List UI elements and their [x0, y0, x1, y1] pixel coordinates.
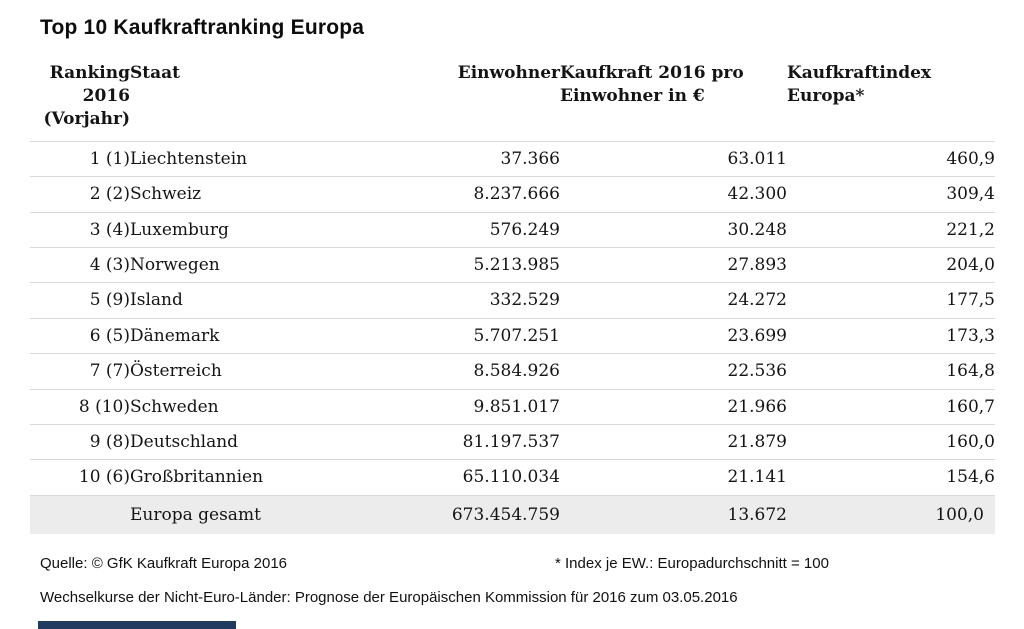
cell-kaufkraft: 42.300: [727, 184, 787, 205]
column-header-index: Kaufkraftindex Europa*: [787, 63, 932, 106]
cell-kaufkraft: 23.699: [727, 325, 787, 346]
cell-ranking: 9 (8): [89, 431, 130, 452]
cell-staat: Liechtenstein: [130, 148, 248, 169]
table-row: [30, 354, 995, 389]
index-note: * Index je EW.: Europadurchschnitt = 100: [555, 555, 829, 572]
table-row: [30, 247, 995, 282]
table-row: [30, 212, 995, 247]
cell-index: 309,4: [946, 184, 995, 205]
cell-kaufkraft: 21.141: [727, 467, 787, 488]
cell-index: 460,9: [946, 148, 995, 169]
cell-staat: Island: [130, 290, 183, 311]
cell-ranking: 8 (10): [78, 396, 130, 417]
exchange-note: Wechselkurse der Nicht-Euro-Länder: Prognose der Europäischen Kommission für 2016 zum 03.05.2016: [40, 589, 738, 606]
accent-bar: [38, 621, 236, 629]
source-note: Quelle: © GfK Kaufkraft Europa 2016: [40, 555, 288, 572]
cell-einwohner: 673.454.759: [451, 504, 560, 525]
cell-einwohner: 5.707.251: [473, 325, 560, 346]
cell-einwohner: 65.110.034: [462, 467, 560, 488]
cell-kaufkraft: 21.966: [727, 396, 787, 417]
cell-ranking: 6 (5): [89, 325, 130, 346]
cell-ranking: 2 (2): [89, 184, 130, 205]
header-row: [30, 60, 995, 141]
cell-staat: Österreich: [130, 361, 222, 382]
cell-staat: Dänemark: [130, 325, 220, 346]
cell-kaufkraft: 27.893: [727, 254, 787, 275]
cell-ranking: 1 (1): [89, 148, 130, 169]
table-row: [30, 141, 995, 176]
table-row: [30, 177, 995, 212]
column-header-staat: Staat: [130, 63, 181, 83]
cell-index: 164,8: [946, 361, 995, 382]
cell-kaufkraft: 21.879: [727, 431, 787, 452]
cell-einwohner: 37.366: [500, 148, 560, 169]
cell-einwohner: 8.237.666: [473, 184, 560, 205]
cell-ranking: 10 (6): [78, 467, 130, 488]
cell-staat: Luxemburg: [130, 219, 229, 240]
cell-ranking: 4 (3): [89, 254, 130, 275]
cell-kaufkraft: 22.536: [727, 361, 787, 382]
table-row: [30, 389, 995, 424]
cell-index: 100,0: [935, 504, 984, 525]
column-header-kaufkraft: Kaufkraft 2016 pro Einwohner in €: [560, 63, 744, 106]
cell-index: 154,6: [946, 467, 995, 488]
cell-ranking: 3 (4): [89, 219, 130, 240]
column-header-ranking: Ranking 2016 (Vorjahr): [43, 63, 130, 129]
cell-index: 160,0: [946, 431, 995, 452]
total-row: [30, 495, 995, 534]
table-row: [30, 283, 995, 318]
cell-ranking: [30, 495, 130, 534]
cell-kaufkraft: 24.272: [727, 290, 787, 311]
cell-index: 160,7: [946, 396, 995, 417]
page-title: Top 10 Kaufkraftranking Europa: [40, 16, 365, 39]
cell-einwohner: 576.249: [489, 219, 560, 240]
column-header-einwohner: Einwohner: [457, 63, 560, 83]
footer-line-1: [40, 555, 984, 572]
cell-staat: Norwegen: [130, 254, 220, 275]
cell-staat: Deutschland: [130, 431, 239, 452]
cell-index: 177,5: [946, 290, 995, 311]
cell-staat: Großbritannien: [130, 467, 264, 488]
cell-staat: Schweiz: [130, 184, 202, 205]
table-row: [30, 460, 995, 495]
cell-index: 173,3: [946, 325, 995, 346]
table-row: [30, 424, 995, 459]
cell-staat: Schweden: [130, 396, 219, 417]
cell-einwohner: 8.584.926: [473, 361, 560, 382]
cell-einwohner: 81.197.537: [462, 431, 560, 452]
cell-einwohner: 332.529: [489, 290, 560, 311]
table-row: [30, 318, 995, 353]
cell-einwohner: 5.213.985: [473, 254, 560, 275]
cell-einwohner: 9.851.017: [473, 396, 560, 417]
cell-kaufkraft: 63.011: [727, 148, 787, 169]
cell-ranking: 5 (9): [89, 290, 130, 311]
cell-index: 221,2: [946, 219, 995, 240]
cell-index: 204,0: [946, 254, 995, 275]
cell-staat: Europa gesamt: [130, 504, 261, 525]
cell-ranking: 7 (7): [89, 361, 130, 382]
cell-kaufkraft: 13.672: [727, 504, 787, 525]
cell-kaufkraft: 30.248: [727, 219, 787, 240]
kaufkraft-table: [30, 60, 995, 534]
